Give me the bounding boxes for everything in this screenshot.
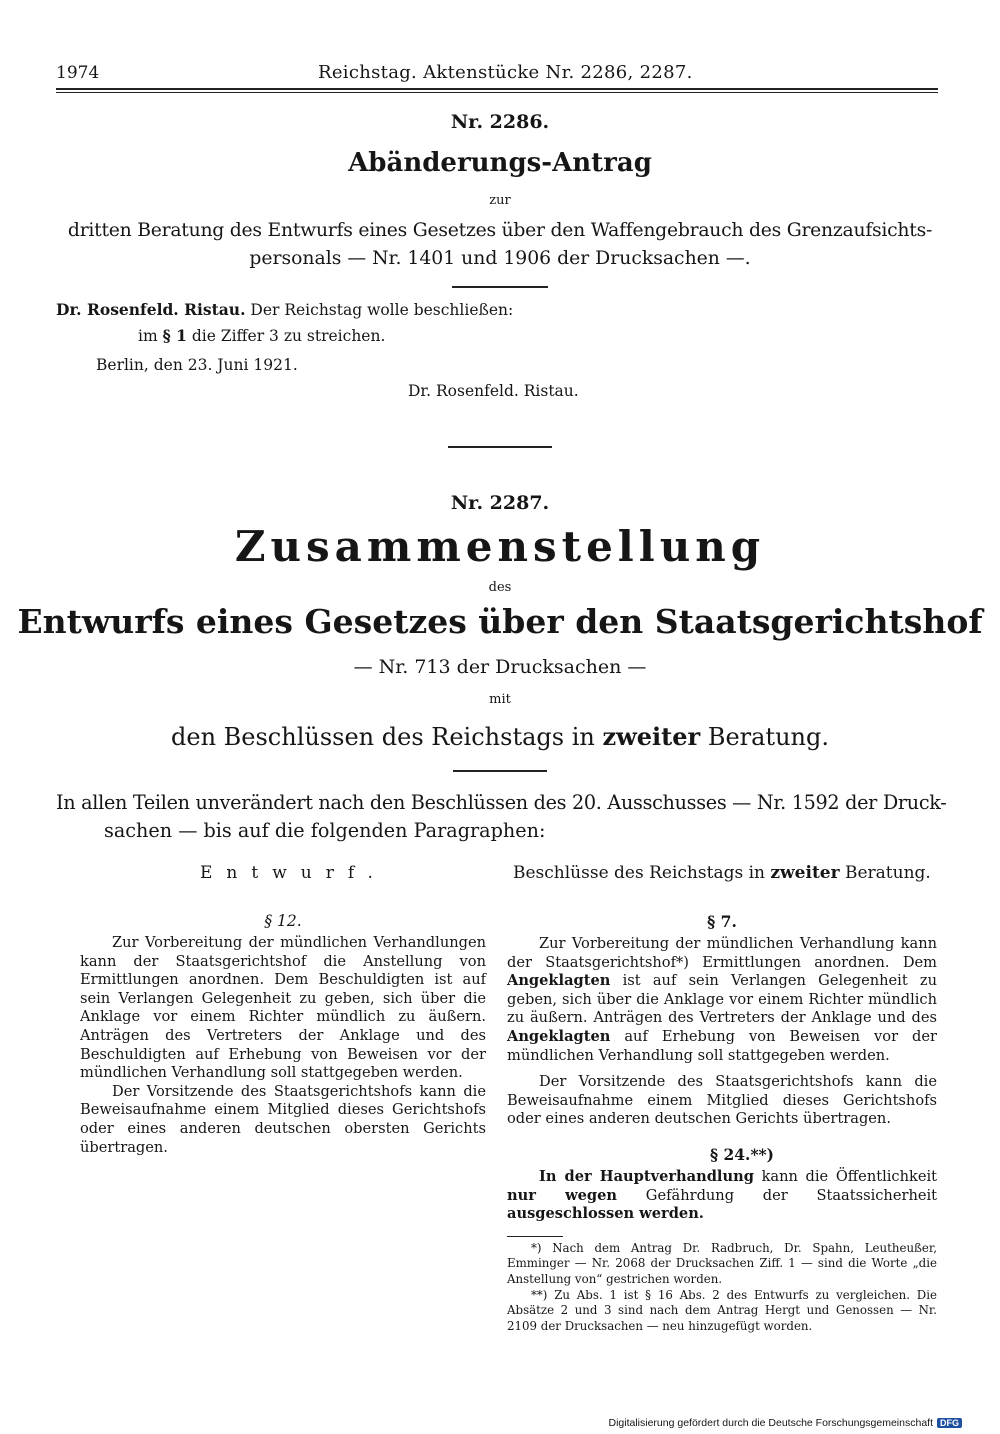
p3-d: Gefährdung der Staatssicherheit <box>645 1186 938 1204</box>
beschluesse-line <box>0 722 1000 751</box>
doc-title-2287: Zusammenstellung <box>234 522 766 571</box>
des-label: des <box>488 580 512 595</box>
motion-prefix: im <box>138 327 158 345</box>
footnotes <box>507 1241 937 1335</box>
p3-b: kann die Öffentlichkeit <box>761 1167 937 1185</box>
doc-title-2286: Abänderungs-Antrag <box>348 148 652 178</box>
section-12: § 12. <box>264 912 302 930</box>
motion-line <box>56 300 513 319</box>
date-line: Berlin, den 23. Juni 1921. <box>96 356 298 374</box>
right-heading-pre: Beschlüsse des Reichstags in <box>513 863 765 883</box>
signature: Dr. Rosenfeld. Ristau. <box>408 382 579 400</box>
right-column <box>507 912 937 1334</box>
right-column-heading <box>513 863 931 883</box>
motion-signers: Dr. Rosenfeld. Ristau. <box>56 300 246 319</box>
divider <box>453 770 547 772</box>
zur-label: zur <box>489 193 511 208</box>
intro-line-2: sachen — bis auf die folgenden Paragraphen: <box>104 819 546 842</box>
intro-line-1: In allen Teilen unverändert nach den Beschlüssen des 20. Ausschusses — Nr. 1592 der Druck- <box>56 791 947 814</box>
running-title: Reichstag. Aktenstücke Nr. 2286, 2287. <box>318 62 693 83</box>
section-divider <box>448 446 552 448</box>
header-rule <box>56 88 938 90</box>
p1-d: auf Erhebung von Beweisen vor der mündlichen Verhandlung soll stattgegeben werden. <box>507 1027 937 1064</box>
p1-angeklagten-1: Angeklagten <box>507 972 611 990</box>
right-paragraph-3 <box>507 1168 937 1224</box>
p3-a: In der Hauptverhandlung <box>539 1167 754 1185</box>
footnote-rule <box>507 1236 563 1237</box>
right-heading-bold: zweiter <box>770 863 840 883</box>
doc-number-2287: Nr. 2287. <box>450 492 550 514</box>
dfg-logo: DFG <box>937 1418 962 1428</box>
right-heading-post: Beratung. <box>844 863 931 883</box>
right-paragraph-2: Der Vorsitzende des Staatsgerichtshofs kann die Beweisaufnahme einem Mitglied dieses Gerichtshofs oder eines anderen deutschen Gerichts übertragen. <box>507 1073 937 1128</box>
section-24: § 24.**) <box>709 1144 774 1164</box>
motion-section: § 1 <box>162 326 187 345</box>
section-7: § 7. <box>707 912 737 931</box>
left-paragraph-1: Zur Vorbereitung der mündlichen Verhandlungen kann der Staatsgerichtshof die Anstellung von Ermittlungen anordnen. Dem Beschuldigten ist auf sein Verlangen Gelegenheit zu geben, sich über die Anklage vor einem Richter mündlich zu äußern. Anträgen des Vertreters der Anklage und des Beschuldigten auf Erhebung von Beweisen vor der mündlichen Verhandlung soll stattgegeben werden. <box>80 934 486 1082</box>
subject-line-1: dritten Beratung des Entwurfs eines Gesetzes über den Waffengebrauch des Grenzaufsichts- <box>67 220 933 241</box>
mit-label: mit <box>489 692 511 707</box>
page-number: 1974 <box>56 63 100 83</box>
right-paragraph-1 <box>507 935 937 1065</box>
p1-a: Zur Vorbereitung der mündlichen Verhandlung kann der Staatsgerichtshof*) Ermittlungen anordnen. Dem <box>507 935 937 971</box>
doc-number-2286: Nr. 2286. <box>450 111 550 133</box>
drucksachen-ref: — Nr. 713 der Drucksachen — <box>353 656 647 678</box>
divider <box>452 286 548 288</box>
p3-e: ausgeschlossen werden. <box>507 1205 704 1223</box>
motion-resolution: Der Reichstag wolle beschließen: <box>250 301 514 319</box>
p1-angeklagten-2: Angeklagten <box>507 1027 611 1045</box>
subject-line-2: personals — Nr. 1401 und 1906 der Drucksachen —. <box>249 248 751 269</box>
beschluesse-pre: den Beschlüssen des Reichstags in <box>171 723 595 751</box>
beschluesse-bold: zweiter <box>602 722 701 751</box>
header-rule-thin <box>56 92 938 93</box>
doc-subject-2287: Entwurfs eines Gesetzes über den Staatsgerichtshof <box>17 602 983 641</box>
p1-c: ist auf sein Verlangen Gelegenheit zu geben, sich über die Anklage vor einem Richter mündlich zu äußern. Anträgen des Vertreters der Anklage und des <box>507 972 938 1027</box>
footer-credit <box>608 1417 962 1429</box>
motion-rest: die Ziffer 3 zu streichen. <box>191 327 386 345</box>
left-column-heading: Entwurf. <box>200 863 387 883</box>
motion-body <box>138 326 385 345</box>
left-column <box>80 912 486 1157</box>
p3-c: nur wegen <box>507 1186 618 1204</box>
beschluesse-post: Beratung. <box>707 723 829 751</box>
footnote-1: *) Nach dem Antrag Dr. Radbruch, Dr. Spahn, Leutheußer, Emminger — Nr. 2068 der Drucksachen Ziff. 1 — sind die Worte „die Anstellung von“ gestrichen worden. <box>507 1240 937 1286</box>
left-paragraph-2: Der Vorsitzende des Staatsgerichtshofs kann die Beweisaufnahme einem Mitglied dieses Gerichtshofs oder eines anderen deutschen obersten Gerichts übertragen. <box>80 1082 486 1156</box>
footer-credit-text: Digitalisierung gefördert durch die Deutsche Forschungsgemeinschaft <box>608 1417 933 1429</box>
footnote-2: **) Zu Abs. 1 ist § 16 Abs. 2 des Entwurfs zu vergleichen. Die Absätze 2 und 3 sind nach dem Antrag Hergt und Genossen — Nr. 2109 der Drucksachen — neu hinzugefügt worden. <box>507 1287 937 1333</box>
